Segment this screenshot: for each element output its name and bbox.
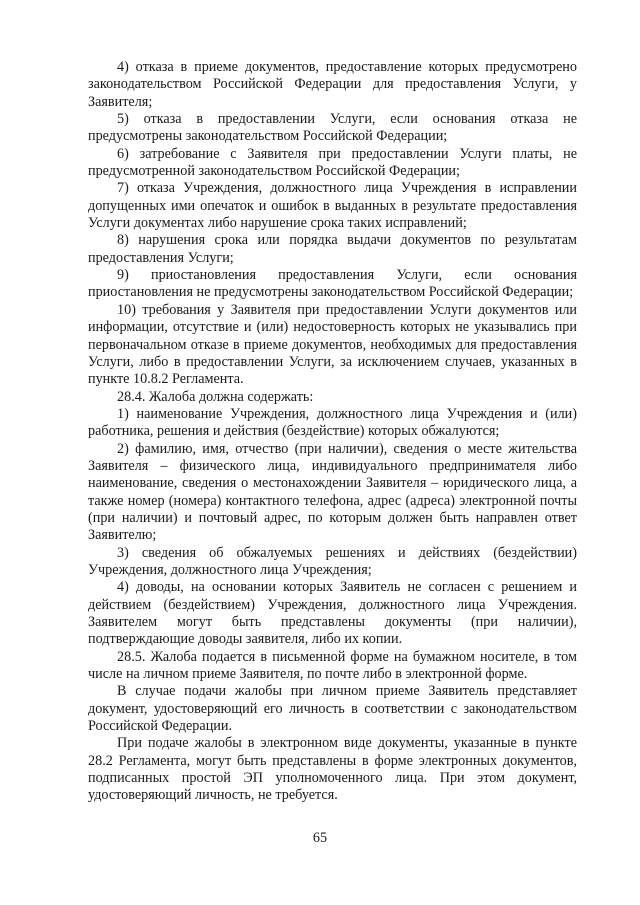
paragraph-complaint-item-1: 1) наименование Учреждения, должностного лица Учреждения и (или) работника, решения и действия (бездействие) которых обжалуются; (88, 405, 577, 440)
paragraph-complaint-item-4: 4) доводы, на основании которых Заявитель не согласен с решением и действием (бездействием) Учреждения, должностного лица Учреждения. Заявителем могут быть представлены документы (при наличии), подтверждающие доводы заявителя, либо их копии. (88, 579, 577, 648)
paragraph-section-28-4: 28.4. Жалоба должна содержать: (117, 388, 314, 405)
paragraph-item-8-deadline-violation: 8) нарушения срока или порядка выдачи документов по результатам предоставления Услуги; (88, 232, 577, 266)
paragraph-item-10-extra-documents: 10) требования у Заявителя при предоставлении Услуги документов или информации, отсутствие и (или) недостоверность которых не указывались при первоначальном отказе в приеме документов, необходимых для предоставления Услуги, либо в предоставлении Услуги, за исключением случаев, указанных в пункте 10.8.2 Регламента. (88, 301, 577, 388)
paragraph-complaint-item-2: 2) фамилию, имя, отчество (при наличии), сведения о месте жительства Заявителя – физического лица, индивидуального предпринимателя либо наименование, сведения о местонахождении Заявителя – юридического лица, а также номер (номера) контактного телефона, адрес (адреса) электронной почты (при наличии) и почтовый адрес, по которым должен быть направлен ответ Заявителю; (88, 440, 577, 544)
paragraph-item-7-typo-correction: 7) отказа Учреждения, должностного лица Учреждения в исправлении допущенных ими опечаток и ошибок в выданных в результате предоставления Услуги документах либо нарушение срока таких исправлений; (88, 180, 577, 232)
paragraph-item-6-fee-demand: 6) затребование с Заявителя при предоставлении Услуги платы, не предусмотренной законодательством Российской Федерации; (88, 145, 577, 180)
paragraph-complaint-item-3: 3) сведения об обжалуемых решениях и действиях (бездействии) Учреждения, должностного лица Учреждения; (88, 544, 577, 578)
paragraph-item-5-refusal-service: 5) отказа в предоставлении Услуги, если основания отказа не предусмотрены законодательством Российской Федерации; (88, 111, 577, 145)
paragraph-item-9-suspension: 9) приостановления предоставления Услуги, если основания приостановления не предусмотрены законодательством Российской Федерации; (88, 267, 577, 301)
page-number: 65 (312, 830, 328, 846)
paragraph-item-4-refusal-documents: 4) отказа в приеме документов, предоставление которых предусмотрено законодательством Российской Федерации для предоставления Услуги, у Заявителя; (88, 59, 577, 110)
paragraph-personal-submission: В случае подачи жалобы при личном приеме Заявитель представляет документ, удостоверяющий его личность в соответствии с законодательством Российской Федерации. (88, 683, 577, 735)
document-body (88, 59, 577, 805)
paragraph-electronic-submission: При подаче жалобы в электронном виде документы, указанные в пункте 28.2 Регламента, могут быть представлены в форме электронных документов, подписанных простой ЭП уполномоченного лица. При этом документ, удостоверяющий личность, не требуется. (88, 735, 577, 804)
paragraph-section-28-5: 28.5. Жалоба подается в письменной форме на бумажном носителе, в том числе на личном приеме Заявителя, по почте либо в электронной форме. (88, 648, 577, 683)
